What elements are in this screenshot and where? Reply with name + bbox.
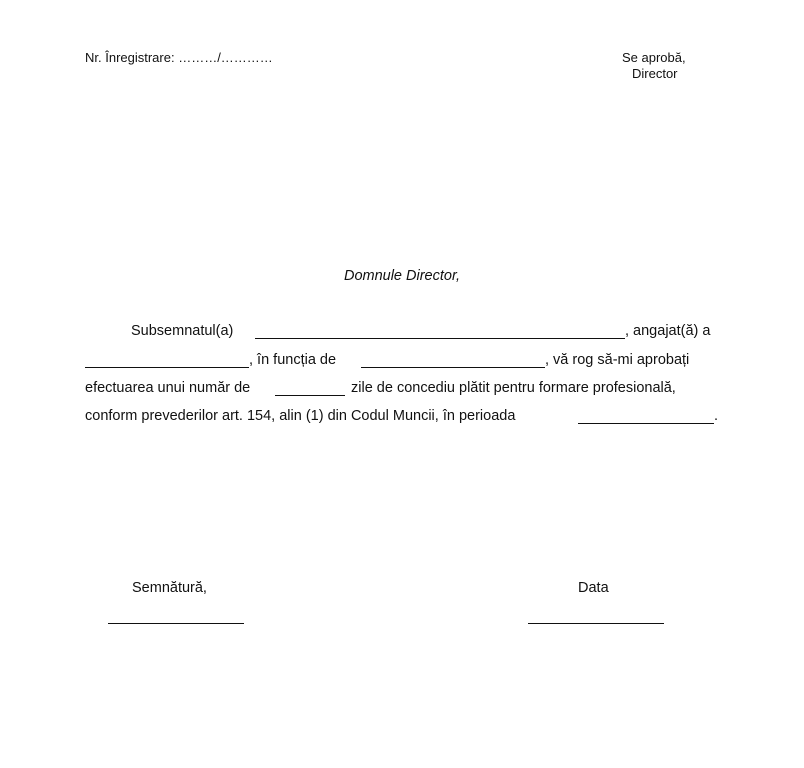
zile-label: zile de concediu plătit pentru formare profesională, <box>351 380 676 396</box>
position-blank[interactable] <box>361 352 545 368</box>
employer-blank[interactable] <box>85 352 249 368</box>
paragraph-line-2 <box>85 352 721 372</box>
functia-label: , în funcția de <box>249 352 337 368</box>
approval-block <box>622 50 686 82</box>
vrog-label: , vă rog să-mi aprobați <box>545 352 690 368</box>
signature-label: Semnătură, <box>132 580 207 596</box>
days-blank[interactable] <box>275 380 345 396</box>
period-end-dot: . <box>714 408 719 424</box>
registration-number: Nr. Înregistrare: ………/………… <box>85 50 273 65</box>
salutation: Domnule Director, <box>343 268 461 284</box>
paragraph-line-3 <box>85 380 721 400</box>
name-blank[interactable] <box>255 323 625 339</box>
period-blank[interactable] <box>578 408 714 424</box>
efectuarea-label: efectuarea unui număr de <box>85 380 251 396</box>
director-label: Director <box>632 66 678 81</box>
paragraph-line-4 <box>85 408 721 428</box>
date-line[interactable] <box>528 623 664 624</box>
conform-label: conform prevederilor art. 154, alin (1) din Codul Muncii, în perioada <box>85 408 516 424</box>
date-label: Data <box>578 580 609 596</box>
paragraph-line-1 <box>85 323 721 343</box>
subsemnatul-label: Subsemnatul(a) <box>131 323 234 339</box>
signature-line[interactable] <box>108 623 244 624</box>
angajat-label: , angajat(ă) a <box>625 323 711 339</box>
approval-label: Se aprobă, <box>622 50 686 65</box>
